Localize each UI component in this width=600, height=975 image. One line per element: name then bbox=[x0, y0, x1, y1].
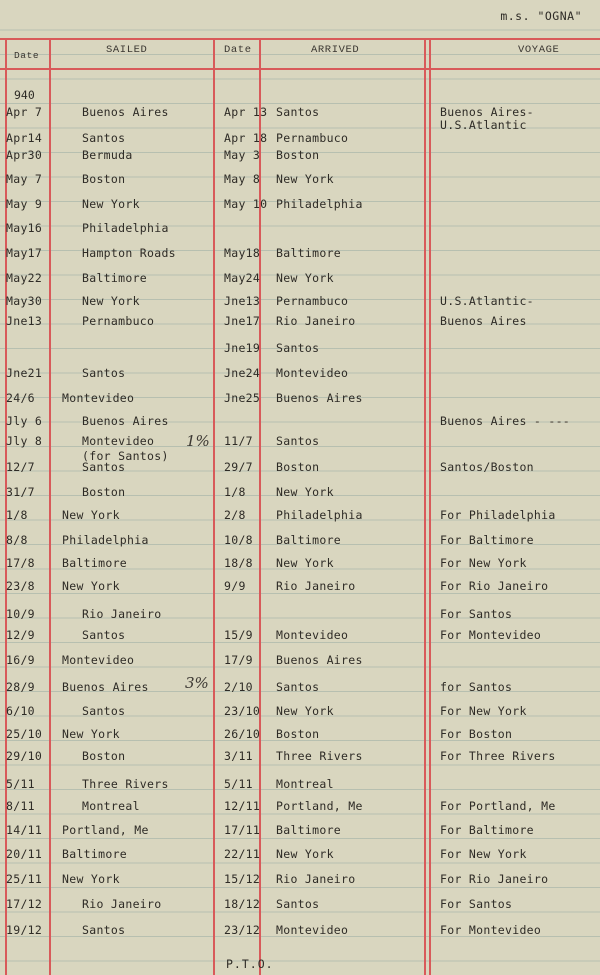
arrived-date: 9/9 bbox=[224, 579, 246, 593]
arrived-date: 3/11 bbox=[224, 749, 253, 763]
arrived-date: 11/7 bbox=[224, 434, 253, 448]
sailed-port: New York bbox=[82, 197, 140, 211]
arrived-date: 5/11 bbox=[224, 777, 253, 791]
sailed-date: Jne21 bbox=[6, 366, 43, 380]
sailed-port: Buenos Aires bbox=[82, 414, 169, 428]
sailed-date: 14/11 bbox=[6, 823, 43, 837]
arrived-port: Philadelphia bbox=[276, 197, 363, 211]
arrived-date: Apr 13 bbox=[224, 105, 268, 119]
sailed-date: Apr14 bbox=[6, 131, 43, 145]
sailed-date: May30 bbox=[6, 294, 43, 308]
sailed-port: Santos bbox=[82, 704, 126, 718]
arrived-port: Santos bbox=[276, 897, 320, 911]
arrived-port: New York bbox=[276, 704, 334, 718]
sailed-port: Santos bbox=[82, 460, 126, 474]
voyage-description: Buenos Aires - --- bbox=[440, 414, 571, 428]
arrived-port: Santos bbox=[276, 105, 320, 119]
voyage-description: For Philadelphia bbox=[440, 508, 556, 522]
arrived-port: Rio Janeiro bbox=[276, 314, 356, 328]
header-bottom-rule bbox=[0, 68, 600, 70]
arrived-port: Baltimore bbox=[276, 823, 342, 837]
sailed-port: Montreal bbox=[82, 799, 140, 813]
arrived-date: 17/11 bbox=[224, 823, 261, 837]
arrived-date: May 8 bbox=[224, 172, 261, 186]
sailed-port: Baltimore bbox=[62, 556, 128, 570]
sailed-port: Santos bbox=[82, 366, 126, 380]
sailed-date: 19/12 bbox=[6, 923, 43, 937]
sailed-date: Jne13 bbox=[6, 314, 43, 328]
sailed-date: 16/9 bbox=[6, 653, 35, 667]
sailed-date: May17 bbox=[6, 246, 43, 260]
arrived-port: Three Rivers bbox=[276, 749, 363, 763]
sailed-port: Rio Janeiro bbox=[82, 607, 162, 621]
page-turn-note: P.T.O. bbox=[226, 957, 274, 971]
sailed-port: Three Rivers bbox=[82, 777, 169, 791]
arrived-date: Apr 18 bbox=[224, 131, 268, 145]
arrived-port: Montevideo bbox=[276, 366, 349, 380]
arrived-port: New York bbox=[276, 271, 334, 285]
sailed-date: May22 bbox=[6, 271, 43, 285]
voyage-description: For Montevideo bbox=[440, 628, 542, 642]
arrived-port: Santos bbox=[276, 680, 320, 694]
arrived-port: Philadelphia bbox=[276, 508, 363, 522]
arrived-port: Boston bbox=[276, 727, 320, 741]
header-arrived: ARRIVED bbox=[311, 44, 360, 56]
sailed-port: (for Santos) bbox=[82, 449, 169, 463]
arrived-port: Montevideo bbox=[276, 628, 349, 642]
sailed-date: 31/7 bbox=[6, 485, 35, 499]
sailed-date: 28/9 bbox=[6, 680, 35, 694]
sailed-port: Montevideo bbox=[62, 653, 135, 667]
sailed-port: Hampton Roads bbox=[82, 246, 176, 260]
sailed-date: May 9 bbox=[6, 197, 43, 211]
sailed-port: Santos bbox=[82, 131, 126, 145]
voyage-description: For Rio Janeiro bbox=[440, 872, 549, 886]
arrived-date: May 10 bbox=[224, 197, 268, 211]
arrived-date: 22/11 bbox=[224, 847, 261, 861]
sailed-port: Pernambuco bbox=[82, 314, 155, 328]
sailed-port: Philadelphia bbox=[62, 533, 149, 547]
arrived-date: May 3 bbox=[224, 148, 261, 162]
sailed-date: 25/10 bbox=[6, 727, 43, 741]
arrived-port: New York bbox=[276, 172, 334, 186]
sailed-date: 25/11 bbox=[6, 872, 43, 886]
arrived-date: 23/12 bbox=[224, 923, 261, 937]
arrived-date: 12/11 bbox=[224, 799, 261, 813]
voyage-description: For Portland, Me bbox=[440, 799, 556, 813]
voyage-description: For Boston bbox=[440, 727, 513, 741]
sailed-date: 17/8 bbox=[6, 556, 35, 570]
sailed-date: 12/7 bbox=[6, 460, 35, 474]
arrived-port: Buenos Aires bbox=[276, 391, 363, 405]
sailed-port: Baltimore bbox=[82, 271, 148, 285]
voyage-description: U.S.Atlantic- bbox=[440, 294, 534, 308]
arrived-date: May18 bbox=[224, 246, 261, 260]
voyage-description: For Three Rivers bbox=[440, 749, 556, 763]
voyage-description: For Rio Janeiro bbox=[440, 579, 549, 593]
arrived-port: New York bbox=[276, 556, 334, 570]
header-date-arrived: Date bbox=[224, 44, 252, 56]
arrived-port: Santos bbox=[276, 434, 320, 448]
column-rule bbox=[429, 38, 431, 975]
sailed-date: Apr 7 bbox=[6, 105, 43, 119]
sailed-date: Apr30 bbox=[6, 148, 43, 162]
handwritten-note: 1% bbox=[186, 432, 210, 450]
arrived-date: Jne13 bbox=[224, 294, 261, 308]
arrived-date: 23/10 bbox=[224, 704, 261, 718]
voyage-description: For Santos bbox=[440, 607, 513, 621]
header-sailed: SAILED bbox=[106, 44, 148, 56]
sailed-port: Boston bbox=[82, 485, 126, 499]
sailed-date: 10/9 bbox=[6, 607, 35, 621]
sailed-date: 8/8 bbox=[6, 533, 28, 547]
sailed-port: Santos bbox=[82, 628, 126, 642]
arrived-date: 1/8 bbox=[224, 485, 246, 499]
sailed-port: Baltimore bbox=[62, 847, 128, 861]
voyage-description: For Baltimore bbox=[440, 823, 534, 837]
arrived-date: 10/8 bbox=[224, 533, 253, 547]
voyage-description: For New York bbox=[440, 847, 527, 861]
arrived-date: 26/10 bbox=[224, 727, 261, 741]
arrived-date: 29/7 bbox=[224, 460, 253, 474]
header-date-sailed: Date bbox=[14, 50, 40, 61]
sailed-port: Rio Janeiro bbox=[82, 897, 162, 911]
column-rule bbox=[49, 38, 51, 975]
arrived-port: Boston bbox=[276, 148, 320, 162]
sailed-port: Philadelphia bbox=[82, 221, 169, 235]
handwritten-note: 3% bbox=[185, 674, 209, 692]
arrived-date: Jne17 bbox=[224, 314, 261, 328]
sailed-port: New York bbox=[62, 508, 120, 522]
sailed-date: 8/11 bbox=[6, 799, 35, 813]
arrived-date: 2/10 bbox=[224, 680, 253, 694]
sailed-port: Montevideo bbox=[62, 391, 135, 405]
arrived-date: 17/9 bbox=[224, 653, 253, 667]
arrived-port: Baltimore bbox=[276, 246, 342, 260]
arrived-port: Montevideo bbox=[276, 923, 349, 937]
sailed-date: 12/9 bbox=[6, 628, 35, 642]
arrived-port: Rio Janeiro bbox=[276, 872, 356, 886]
arrived-port: Boston bbox=[276, 460, 320, 474]
arrived-date: 15/12 bbox=[224, 872, 261, 886]
sailed-date: 6/10 bbox=[6, 704, 35, 718]
column-rule bbox=[424, 38, 426, 975]
sailed-date: Jly 8 bbox=[6, 434, 43, 448]
sailed-date: 17/12 bbox=[6, 897, 43, 911]
sailed-port: Buenos Aires bbox=[82, 105, 169, 119]
sailed-date: May16 bbox=[6, 221, 43, 235]
sailed-port: Portland, Me bbox=[62, 823, 149, 837]
sailed-port: New York bbox=[62, 872, 120, 886]
sailed-date: 29/10 bbox=[6, 749, 43, 763]
sailed-date: May 7 bbox=[6, 172, 43, 186]
sailed-date: 5/11 bbox=[6, 777, 35, 791]
arrived-date: 2/8 bbox=[224, 508, 246, 522]
sailed-date: 1/8 bbox=[6, 508, 28, 522]
arrived-port: Pernambuco bbox=[276, 294, 349, 308]
voyage-description: For Montevideo bbox=[440, 923, 542, 937]
sailed-port: Boston bbox=[82, 172, 126, 186]
ship-name: m.s. "OGNA" bbox=[500, 9, 582, 23]
voyage-description: for Santos bbox=[440, 680, 513, 694]
arrived-port: Santos bbox=[276, 341, 320, 355]
header-voyage: VOYAGE bbox=[518, 44, 560, 56]
column-rule bbox=[213, 38, 215, 975]
arrived-port: New York bbox=[276, 485, 334, 499]
sailed-port: Santos bbox=[82, 923, 126, 937]
sailed-date: 24/6 bbox=[6, 391, 35, 405]
arrived-date: Jne25 bbox=[224, 391, 261, 405]
arrived-port: Baltimore bbox=[276, 533, 342, 547]
voyage-description: For Baltimore bbox=[440, 533, 534, 547]
arrived-port: Montreal bbox=[276, 777, 334, 791]
header-top-rule bbox=[0, 38, 600, 40]
sailed-date: 23/8 bbox=[6, 579, 35, 593]
arrived-date: Jne19 bbox=[224, 341, 261, 355]
sailed-date: 20/11 bbox=[6, 847, 43, 861]
sailed-port: Bermuda bbox=[82, 148, 133, 162]
voyage-description: Santos/Boston bbox=[440, 460, 534, 474]
arrived-port: New York bbox=[276, 847, 334, 861]
sailed-port: New York bbox=[62, 579, 120, 593]
voyage-description: Buenos Aires- bbox=[440, 105, 534, 119]
arrived-date: 15/9 bbox=[224, 628, 253, 642]
voyage-description: For Santos bbox=[440, 897, 513, 911]
year-label: 940 bbox=[14, 88, 35, 102]
sailed-port: Montevideo bbox=[82, 434, 155, 448]
voyage-description: Buenos Aires bbox=[440, 314, 527, 328]
arrived-date: May24 bbox=[224, 271, 261, 285]
arrived-date: 18/12 bbox=[224, 897, 261, 911]
sailed-port: Buenos Aires bbox=[62, 680, 149, 694]
arrived-port: Rio Janeiro bbox=[276, 579, 356, 593]
voyage-description: For New York bbox=[440, 704, 527, 718]
arrived-port: Buenos Aires bbox=[276, 653, 363, 667]
sailed-port: New York bbox=[62, 727, 120, 741]
arrived-port: Portland, Me bbox=[276, 799, 363, 813]
sailed-port: New York bbox=[82, 294, 140, 308]
voyage-description: U.S.Atlantic bbox=[440, 118, 527, 132]
sailed-date: Jly 6 bbox=[6, 414, 43, 428]
sailed-port: Boston bbox=[82, 749, 126, 763]
arrived-date: Jne24 bbox=[224, 366, 261, 380]
arrived-port: Pernambuco bbox=[276, 131, 349, 145]
arrived-date: 18/8 bbox=[224, 556, 253, 570]
voyage-description: For New York bbox=[440, 556, 527, 570]
